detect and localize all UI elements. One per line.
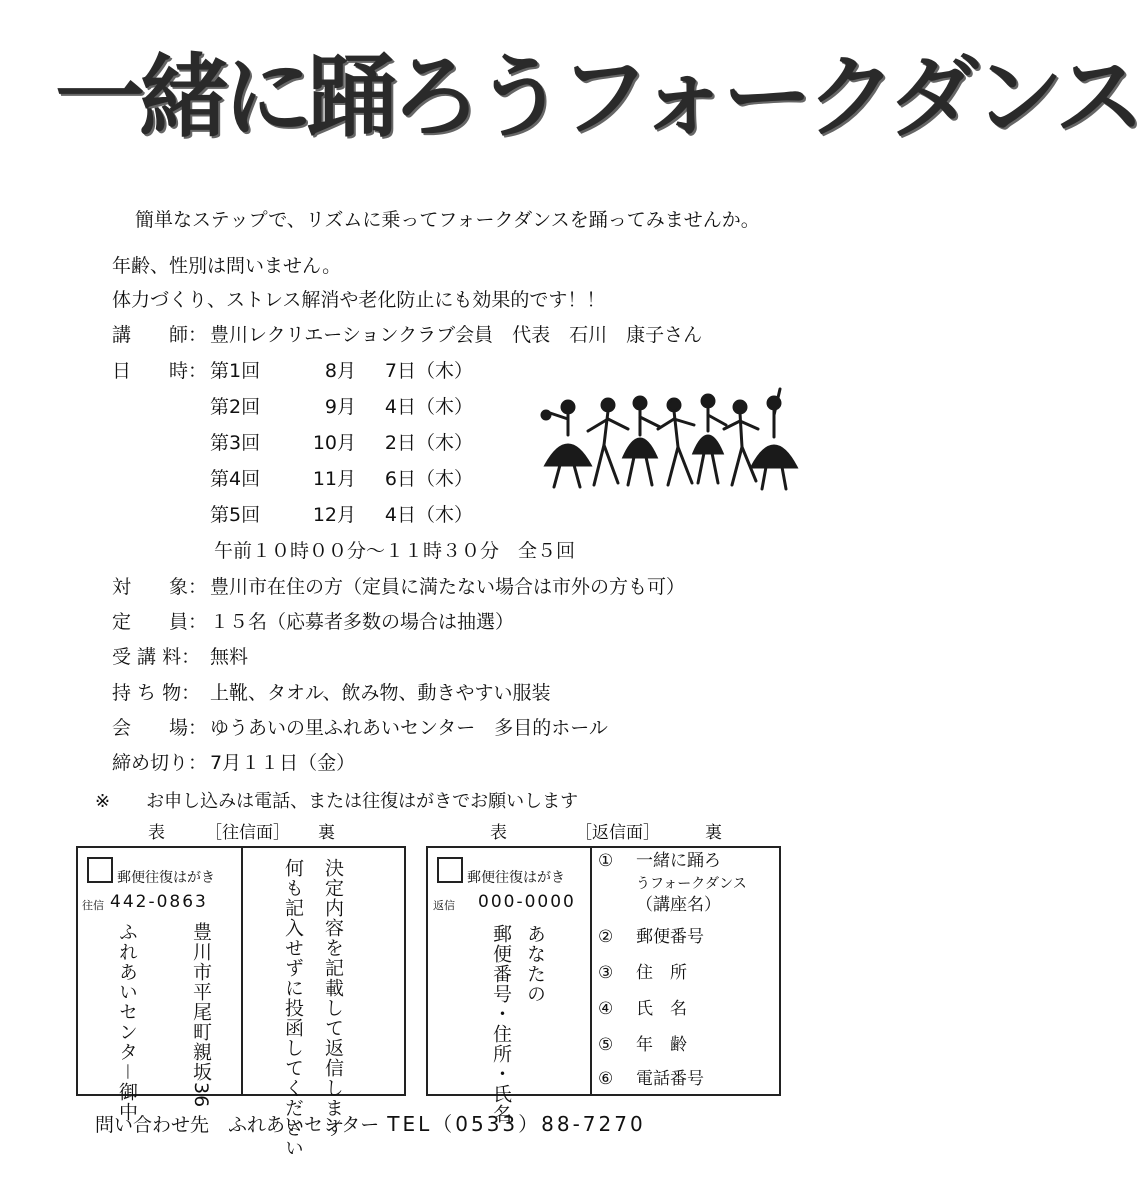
session-no: 第5回 [210, 504, 261, 526]
stamp-box [437, 857, 463, 883]
session-weekday: （木） [416, 432, 474, 454]
intro-line-2: 年齢、性別は問いません。 [112, 255, 342, 277]
item-text: 一緒に踊ろ [636, 851, 721, 871]
fee-label: 受 講 料： [112, 646, 201, 668]
capacity-label: 定 員： [112, 611, 208, 633]
session-row-1 [210, 359, 474, 383]
reply-text-2: 郵便番号・住所・氏名 [490, 924, 512, 1124]
instructor-label: 講 師： [112, 324, 208, 346]
instructor-value: 豊川レクリエーションクラブ会員 代表 石川 康子さん [210, 324, 703, 346]
session-no: 第2回 [210, 396, 261, 418]
datetime-label: 日 時： [112, 360, 208, 382]
item-marker: ① [598, 851, 614, 871]
session-weekday: （木） [416, 360, 474, 382]
reply-item-6 [598, 1068, 704, 1090]
reply-item-1c [598, 894, 721, 916]
reply-zip: 000-0000 [478, 892, 576, 912]
outgoing-recipient: ふれあいセンタ－御中 [116, 922, 138, 1123]
session-no: 第3回 [210, 432, 261, 454]
contact-label: 問い合わせ先 ふれあいセンター [95, 1114, 380, 1136]
reply-item-3 [598, 962, 687, 984]
deadline-label: 締め切り： [112, 752, 208, 774]
item-text: （講座名） [636, 895, 721, 915]
session-month: 8月 [324, 360, 356, 382]
target-value: 豊川市在住の方（定員に満たない場合は市外の方も可） [210, 576, 686, 598]
contact-tel: TEL（0533）88-7270 [387, 1112, 646, 1136]
bring-value: 上靴、タオル、飲み物、動きやすい服装 [210, 682, 551, 704]
item-text: 郵便番号 [636, 927, 704, 947]
item-marker: ② [598, 927, 614, 947]
reply-postcard-label: 郵便往復はがき [467, 870, 565, 886]
session-row-2 [210, 395, 474, 419]
intro-line-1: 簡単なステップで、リズムに乗ってフォークダンスを踊ってみませんか。 [135, 209, 760, 231]
reply-item-2 [598, 926, 704, 948]
session-weekday: （木） [416, 396, 474, 418]
item-marker: ⑥ [598, 1069, 614, 1089]
reply-text-1: あなたの [524, 924, 546, 1004]
venue-value: ゆうあいの里ふれあいセンター 多目的ホール [210, 717, 608, 739]
outgoing-back-text-1: 決定内容を記載して返信します [322, 858, 344, 1138]
reply-item-5 [598, 1034, 687, 1056]
reply-front-label: 表 [490, 823, 507, 843]
outgoing-divider [241, 846, 243, 1096]
item-marker: ④ [598, 999, 614, 1019]
session-time: 午前１０時００分～１１時３０分 全５回 [214, 540, 576, 562]
session-day: 7日 [384, 360, 416, 382]
fee-value: 無料 [210, 646, 249, 668]
item-text: 住 所 [636, 963, 687, 983]
item-text: 年 齢 [636, 1035, 687, 1055]
session-weekday: （木） [416, 468, 474, 490]
outgoing-zip: 442-0863 [110, 892, 208, 912]
session-no: 第1回 [210, 360, 261, 382]
reply-item-4 [598, 998, 687, 1020]
reply-header: ［返信面］ [575, 823, 660, 843]
reply-item-1 [598, 850, 721, 872]
session-month: 10月 [312, 432, 356, 454]
intro-line-3: 体力づくり、ストレス解消や老化防止にも効果的です！！ [112, 289, 606, 311]
session-month: 12月 [312, 504, 356, 526]
dancers-illustration [528, 385, 800, 495]
session-row-3 [210, 431, 474, 455]
contact-info [95, 1108, 646, 1137]
session-day: 4日 [384, 396, 416, 418]
target-label: 対 象： [112, 576, 208, 598]
outgoing-prefix: 往信 [82, 899, 104, 912]
venue-label: 会 場： [112, 717, 208, 739]
session-weekday: （木） [416, 504, 474, 526]
outgoing-back-label: 裏 [318, 823, 335, 843]
page-title: 一緒に踊ろうフォークダンス [55, 45, 1139, 150]
reply-prefix: 返信 [433, 899, 455, 912]
reply-back-label: 裏 [705, 823, 722, 843]
session-day: 6日 [384, 468, 416, 490]
session-row-5 [210, 503, 474, 527]
session-day: 4日 [384, 504, 416, 526]
session-no: 第4回 [210, 468, 261, 490]
outgoing-front-label: 表 [148, 823, 165, 843]
reply-item-1b [598, 872, 747, 895]
capacity-value: １５名（応募者多数の場合は抽選） [210, 611, 515, 633]
item-text: 氏 名 [636, 999, 687, 1019]
session-row-4 [210, 467, 474, 491]
session-month: 11月 [312, 468, 356, 490]
bring-label: 持 ち 物： [112, 682, 201, 704]
item-marker: ③ [598, 963, 614, 983]
outgoing-back-text-2: 何も記入せずに投函してください [282, 858, 304, 1158]
session-month: 9月 [324, 396, 356, 418]
stamp-box [87, 857, 113, 883]
application-note: ※ お申し込みは電話、または往復はがきでお願いします [95, 791, 579, 812]
deadline-value: 7月１１日（金） [210, 752, 356, 774]
outgoing-address: 豊川市平尾町親坂36 [190, 922, 212, 1109]
item-marker: ⑤ [598, 1035, 614, 1055]
reply-divider [590, 846, 592, 1096]
item-text: 電話番号 [636, 1069, 704, 1089]
outgoing-postcard-label: 郵便往復はがき [117, 870, 215, 886]
outgoing-header: ［往信面］ [205, 823, 290, 843]
session-day: 2日 [384, 432, 416, 454]
item-text: うフォークダンス [636, 876, 747, 892]
